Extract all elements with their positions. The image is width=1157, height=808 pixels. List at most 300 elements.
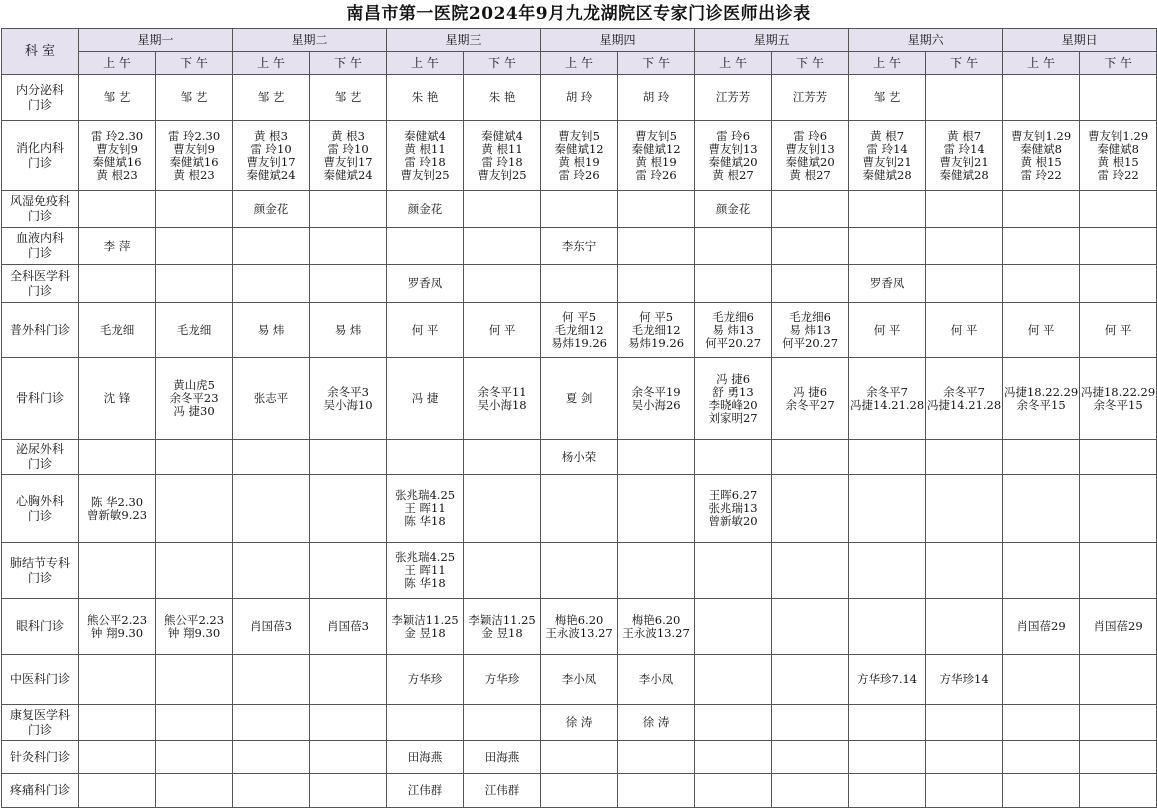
schedule-cell	[387, 705, 464, 741]
schedule-cell	[926, 655, 1003, 705]
table-row	[2, 75, 1157, 121]
doctor-entry: 易 炜	[257, 322, 285, 337]
schedule-cell	[310, 228, 387, 265]
schedule-cell	[233, 599, 310, 655]
dept-cell	[2, 191, 79, 228]
doctor-entry: 秦健斌28	[939, 167, 989, 182]
doctor-entry: 田海燕	[407, 749, 443, 764]
doctor-entry: 余冬平15	[1016, 397, 1066, 412]
schedule-cell	[464, 265, 541, 303]
schedule-cell	[310, 303, 387, 358]
schedule-cell	[233, 191, 310, 228]
doctor-entry: 何 平	[488, 322, 516, 337]
schedule-cell	[310, 121, 387, 191]
schedule-cell	[1003, 121, 1080, 191]
doctor-entry: 徐 涛	[565, 715, 593, 729]
doctor-entry: 曹友钊17	[246, 154, 296, 169]
doctor-entry: 黄 根15	[1020, 154, 1062, 169]
schedule-cell	[849, 599, 926, 655]
schedule-cell	[695, 303, 772, 358]
schedule-cell	[310, 655, 387, 705]
schedule-cell	[618, 303, 695, 358]
schedule-cell	[772, 358, 849, 440]
schedule-cell	[79, 705, 156, 741]
schedule-cell	[618, 599, 695, 655]
doctor-entry: 王永波13.27	[545, 625, 613, 640]
schedule-cell	[1003, 265, 1080, 303]
schedule-cell	[618, 774, 695, 808]
doctor-entry: 李小凤	[638, 672, 674, 686]
schedule-cell	[772, 599, 849, 655]
dept-cell	[2, 303, 79, 358]
schedule-cell	[926, 228, 1003, 265]
doctor-entry: 陈 华2.30	[90, 494, 144, 509]
table-row	[2, 358, 1157, 440]
doctor-entry: 钟 翔9.30	[167, 625, 221, 640]
dept-label-line: 内分泌科	[15, 82, 64, 97]
doctor-entry: 江芳芳	[715, 90, 751, 104]
dept-cell	[2, 228, 79, 265]
dept-label-line: 风湿免疫科	[9, 194, 70, 208]
schedule-cell	[772, 741, 849, 774]
table-row	[2, 475, 1157, 543]
dept-label-line: 门诊	[27, 508, 52, 523]
doctor-entry: 朱 艳	[411, 90, 439, 104]
table-row	[2, 440, 1157, 475]
schedule-cell	[618, 265, 695, 303]
dept-cell	[2, 475, 79, 543]
dept-cell	[2, 705, 79, 741]
schedule-cell	[541, 440, 618, 475]
schedule-cell	[772, 121, 849, 191]
schedule-cell	[541, 475, 618, 543]
schedule-cell	[79, 599, 156, 655]
doctor-entry: 曾新敏9.23	[86, 507, 148, 522]
doctor-entry: 秦健斌12	[631, 141, 681, 156]
schedule-cell	[310, 705, 387, 741]
pm-header: 下 午	[464, 52, 541, 75]
doctor-entry: 江芳芳	[792, 90, 828, 104]
schedule-cell	[79, 655, 156, 705]
schedule-cell	[1080, 440, 1157, 475]
doctor-entry: 易 炜	[334, 322, 362, 337]
doctor-entry: 黄 根23	[96, 167, 138, 182]
schedule-cell	[310, 191, 387, 228]
doctor-entry: 李颖洁11.25	[468, 612, 536, 627]
doctor-entry: 易炜19.26	[551, 335, 607, 350]
doctor-entry: 黄山虎5	[173, 378, 215, 392]
schedule-cell	[233, 303, 310, 358]
schedule-cell	[618, 358, 695, 440]
schedule-cell	[387, 774, 464, 808]
schedule-cell	[695, 774, 772, 808]
doctor-entry: 刘家明27	[708, 410, 758, 425]
day-header: 星期五	[695, 29, 849, 52]
schedule-cell	[926, 543, 1003, 599]
table-row	[2, 655, 1157, 705]
schedule-cell	[849, 358, 926, 440]
doctor-entry: 秦健斌12	[554, 141, 604, 156]
schedule-cell	[1080, 303, 1157, 358]
schedule-cell	[1003, 599, 1080, 655]
table-row	[2, 543, 1157, 599]
doctor-entry: 何 平	[1104, 322, 1132, 337]
schedule-cell	[156, 599, 233, 655]
schedule-cell	[310, 75, 387, 121]
doctor-entry: 杨小荣	[561, 449, 597, 464]
doctor-entry: 雷 玲6	[793, 128, 828, 143]
table-row	[2, 741, 1157, 774]
doctor-entry: 余冬平7	[866, 384, 908, 399]
schedule-cell	[79, 228, 156, 265]
schedule-cell	[541, 543, 618, 599]
schedule-cell	[464, 475, 541, 543]
doctor-entry: 雷 玲26	[558, 167, 600, 182]
schedule-cell	[926, 705, 1003, 741]
doctor-entry: 曹友钊5	[635, 128, 677, 143]
doctor-entry: 黄 根11	[404, 141, 446, 156]
schedule-cell	[849, 191, 926, 228]
doctor-entry: 罗香凤	[869, 276, 905, 290]
schedule-cell	[156, 741, 233, 774]
doctor-entry: 黄 根7	[947, 128, 982, 143]
schedule-cell	[541, 303, 618, 358]
schedule-cell	[1003, 191, 1080, 228]
schedule-cell	[772, 265, 849, 303]
doctor-entry: 王晖6.27	[708, 488, 758, 502]
schedule-cell	[772, 774, 849, 808]
schedule-cell	[79, 475, 156, 543]
schedule-cell	[849, 228, 926, 265]
schedule-cell	[541, 228, 618, 265]
doctor-entry: 何 平5	[639, 309, 674, 324]
dept-label-line: 疼痛科门诊	[9, 783, 70, 797]
doctor-entry: 曹友钊9	[96, 141, 138, 156]
am-header: 上 午	[233, 52, 310, 75]
doctor-entry: 毛龙细6	[712, 309, 754, 324]
schedule-cell	[233, 705, 310, 741]
doctor-entry: 黄 根11	[481, 141, 523, 156]
schedule-cell	[849, 75, 926, 121]
schedule-cell	[926, 358, 1003, 440]
schedule-cell	[849, 440, 926, 475]
schedule-cell	[310, 440, 387, 475]
schedule-cell	[79, 265, 156, 303]
schedule-table	[1, 28, 1157, 808]
schedule-cell	[387, 303, 464, 358]
pm-header: 下 午	[310, 52, 387, 75]
schedule-cell	[772, 705, 849, 741]
schedule-cell	[618, 705, 695, 741]
dept-cell	[2, 358, 79, 440]
schedule-cell	[849, 774, 926, 808]
schedule-cell	[695, 543, 772, 599]
doctor-entry: 张兆瑞13	[708, 501, 758, 515]
doctor-entry: 张兆瑞4.25	[394, 550, 456, 564]
schedule-cell	[1003, 303, 1080, 358]
schedule-cell	[1003, 75, 1080, 121]
day-header: 星期日	[1003, 29, 1157, 52]
doctor-entry: 毛龙细12	[631, 322, 681, 337]
doctor-entry: 秦健斌4	[481, 128, 523, 143]
schedule-cell	[156, 774, 233, 808]
dept-label-line: 门诊	[27, 570, 52, 585]
table-row	[2, 705, 1157, 741]
doctor-entry: 方华珍	[407, 672, 443, 686]
schedule-cell	[772, 303, 849, 358]
schedule-cell	[695, 191, 772, 228]
schedule-cell	[464, 655, 541, 705]
schedule-cell	[1080, 599, 1157, 655]
doctor-entry: 冯 捷30	[173, 404, 215, 418]
schedule-cell	[772, 655, 849, 705]
schedule-cell	[926, 774, 1003, 808]
schedule-cell	[541, 741, 618, 774]
schedule-cell	[79, 440, 156, 475]
doctor-entry: 熊公平2.23	[163, 612, 225, 627]
doctor-entry: 李小凤	[561, 672, 597, 686]
schedule-cell	[233, 75, 310, 121]
doctor-entry: 秦健斌4	[404, 128, 446, 143]
doctor-entry: 毛龙细	[99, 322, 135, 337]
doctor-entry: 王永波13.27	[622, 625, 690, 640]
schedule-cell	[464, 228, 541, 265]
schedule-cell	[1003, 358, 1080, 440]
dept-cell	[2, 599, 79, 655]
schedule-cell	[1080, 358, 1157, 440]
schedule-cell	[541, 75, 618, 121]
schedule-cell	[926, 265, 1003, 303]
schedule-cell	[849, 265, 926, 303]
doctor-entry: 冯捷14.21.28	[926, 397, 1002, 412]
doctor-entry: 邹 艺	[103, 90, 131, 104]
schedule-cell	[541, 121, 618, 191]
dept-cell	[2, 121, 79, 191]
doctor-entry: 冯捷18.22.29	[1080, 384, 1156, 399]
schedule-cell	[695, 705, 772, 741]
schedule-cell	[233, 440, 310, 475]
doctor-entry: 曹友钊25	[477, 167, 527, 182]
schedule-cell	[156, 121, 233, 191]
schedule-cell	[156, 655, 233, 705]
schedule-cell	[387, 75, 464, 121]
dept-label-line: 康复医学科	[9, 707, 70, 722]
doctor-entry: 徐 涛	[642, 715, 670, 729]
schedule-cell	[849, 705, 926, 741]
doctor-entry: 黄 根7	[870, 128, 905, 143]
doctor-entry: 江伟群	[484, 783, 520, 797]
doctor-entry: 雷 玲18	[404, 154, 446, 169]
doctor-entry: 黄 根3	[331, 128, 366, 143]
dept-label-line: 肺结节专科	[9, 555, 70, 570]
doctor-entry: 何平20.27	[705, 335, 762, 350]
schedule-cell	[156, 475, 233, 543]
doctor-entry: 沈 锋	[103, 391, 131, 405]
page-title: 南昌市第一医院2024年9月九龙湖院区专家门诊医师出诊表	[346, 4, 811, 24]
doctor-entry: 秦健斌16	[92, 154, 142, 169]
schedule-cell	[849, 121, 926, 191]
doctor-entry: 雷 玲14	[943, 141, 985, 156]
doctor-entry: 何 平	[950, 322, 978, 337]
doctor-entry: 肖国蓓3	[250, 619, 292, 633]
schedule-cell	[541, 705, 618, 741]
schedule-cell	[310, 599, 387, 655]
day-header: 星期一	[79, 29, 233, 52]
doctor-entry: 肖国蓓3	[327, 619, 369, 633]
dept-label-line: 消化内科	[15, 140, 64, 155]
schedule-cell	[310, 741, 387, 774]
dept-label-line: 门诊	[27, 722, 52, 737]
schedule-cell	[1080, 543, 1157, 599]
doctor-entry: 冯捷14.21.28	[849, 397, 925, 412]
schedule-cell	[618, 228, 695, 265]
doctor-entry: 何平20.27	[782, 335, 839, 350]
doctor-entry: 曹友钊21	[862, 154, 912, 169]
pm-header: 下 午	[156, 52, 233, 75]
schedule-cell	[233, 265, 310, 303]
doctor-entry: 曹友钊5	[558, 128, 600, 143]
doctor-entry: 黄 根15	[1097, 154, 1139, 169]
schedule-body	[2, 75, 1157, 808]
schedule-cell	[156, 228, 233, 265]
schedule-cell	[849, 475, 926, 543]
dept-label-line: 门诊	[27, 246, 52, 260]
doctor-entry: 曹友钊13	[708, 141, 758, 156]
schedule-cell	[387, 265, 464, 303]
schedule-cell	[1080, 475, 1157, 543]
schedule-cell	[541, 265, 618, 303]
schedule-cell	[1080, 741, 1157, 774]
doctor-entry: 何 平	[1027, 322, 1055, 337]
schedule-cell	[772, 228, 849, 265]
schedule-cell	[1080, 655, 1157, 705]
schedule-cell	[618, 440, 695, 475]
schedule-cell	[464, 543, 541, 599]
doctor-entry: 陈 华18	[404, 576, 446, 590]
doctor-entry: 余冬平27	[785, 397, 835, 412]
pm-header: 下 午	[926, 52, 1003, 75]
schedule-cell	[926, 75, 1003, 121]
schedule-cell	[541, 599, 618, 655]
doctor-entry: 田海燕	[484, 749, 520, 764]
doctor-entry: 雷 玲14	[866, 141, 908, 156]
schedule-cell	[79, 543, 156, 599]
dept-label-line: 门诊	[27, 283, 52, 298]
day-header-row	[2, 29, 1157, 52]
schedule-cell	[464, 705, 541, 741]
schedule-cell	[156, 440, 233, 475]
schedule-cell	[695, 440, 772, 475]
dept-cell	[2, 741, 79, 774]
doctor-entry: 王 晖11	[404, 563, 446, 577]
doctor-entry: 秦健斌20	[708, 154, 758, 169]
doctor-entry: 雷 玲22	[1097, 167, 1139, 182]
schedule-cell	[387, 475, 464, 543]
doctor-entry: 夏 剑	[565, 391, 593, 405]
dept-label-line: 泌尿外科	[15, 442, 64, 456]
schedule-cell	[1003, 774, 1080, 808]
doctor-entry: 余冬平19	[631, 384, 681, 399]
schedule-cell	[695, 475, 772, 543]
day-header: 星期二	[233, 29, 387, 52]
schedule-cell	[1080, 191, 1157, 228]
doctor-entry: 黄 根19	[558, 154, 600, 169]
am-header: 上 午	[849, 52, 926, 75]
schedule-cell	[1003, 543, 1080, 599]
schedule-cell	[156, 705, 233, 741]
doctor-entry: 梅艳6.20	[631, 612, 681, 627]
schedule-cell	[772, 543, 849, 599]
doctor-entry: 舒 勇13	[712, 384, 754, 399]
schedule-cell	[387, 358, 464, 440]
doctor-entry: 李晓峰20	[708, 397, 758, 412]
doctor-entry: 何 平	[411, 322, 439, 337]
schedule-cell	[387, 191, 464, 228]
schedule-cell	[1080, 228, 1157, 265]
schedule-cell	[233, 475, 310, 543]
schedule-cell	[233, 774, 310, 808]
schedule-cell	[79, 303, 156, 358]
schedule-cell	[618, 75, 695, 121]
doctor-entry: 曾新敏20	[708, 514, 758, 528]
schedule-cell	[695, 599, 772, 655]
schedule-cell	[310, 358, 387, 440]
doctor-entry: 曹友钊13	[785, 141, 835, 156]
table-row	[2, 599, 1157, 655]
doctor-entry: 毛龙细12	[554, 322, 604, 337]
day-header: 星期六	[849, 29, 1003, 52]
schedule-cell	[926, 440, 1003, 475]
day-header: 星期三	[387, 29, 541, 52]
doctor-entry: 曹友钊17	[323, 154, 373, 169]
schedule-cell	[464, 121, 541, 191]
schedule-cell	[464, 599, 541, 655]
dept-cell	[2, 265, 79, 303]
schedule-cell	[156, 358, 233, 440]
schedule-cell	[310, 543, 387, 599]
schedule-cell	[310, 774, 387, 808]
schedule-cell	[387, 599, 464, 655]
am-header: 上 午	[79, 52, 156, 75]
schedule-cell	[695, 655, 772, 705]
schedule-cell	[1080, 705, 1157, 741]
schedule-cell	[695, 265, 772, 303]
schedule-cell	[618, 543, 695, 599]
doctor-entry: 曹友钊25	[400, 167, 450, 182]
schedule-cell	[849, 303, 926, 358]
schedule-cell	[541, 655, 618, 705]
schedule-cell	[156, 265, 233, 303]
dept-label-line: 门诊	[27, 97, 52, 112]
schedule-cell	[849, 655, 926, 705]
am-header: 上 午	[1003, 52, 1080, 75]
schedule-cell	[156, 303, 233, 358]
schedule-cell	[79, 358, 156, 440]
doctor-entry: 胡 玲	[642, 90, 670, 104]
schedule-cell	[387, 543, 464, 599]
doctor-entry: 雷 玲6	[716, 128, 751, 143]
doctor-entry: 秦健斌8	[1020, 141, 1062, 156]
doctor-entry: 黄 根3	[254, 128, 288, 143]
doctor-entry: 黄 根23	[173, 167, 215, 182]
doctor-entry: 余冬平23	[169, 391, 219, 405]
schedule-cell	[233, 543, 310, 599]
schedule-cell	[618, 475, 695, 543]
doctor-entry: 余冬平15	[1093, 397, 1143, 412]
doctor-entry: 肖国蓓29	[1093, 619, 1143, 633]
doctor-entry: 李颖洁11.25	[391, 612, 459, 627]
doctor-entry: 罗香凤	[407, 276, 443, 290]
